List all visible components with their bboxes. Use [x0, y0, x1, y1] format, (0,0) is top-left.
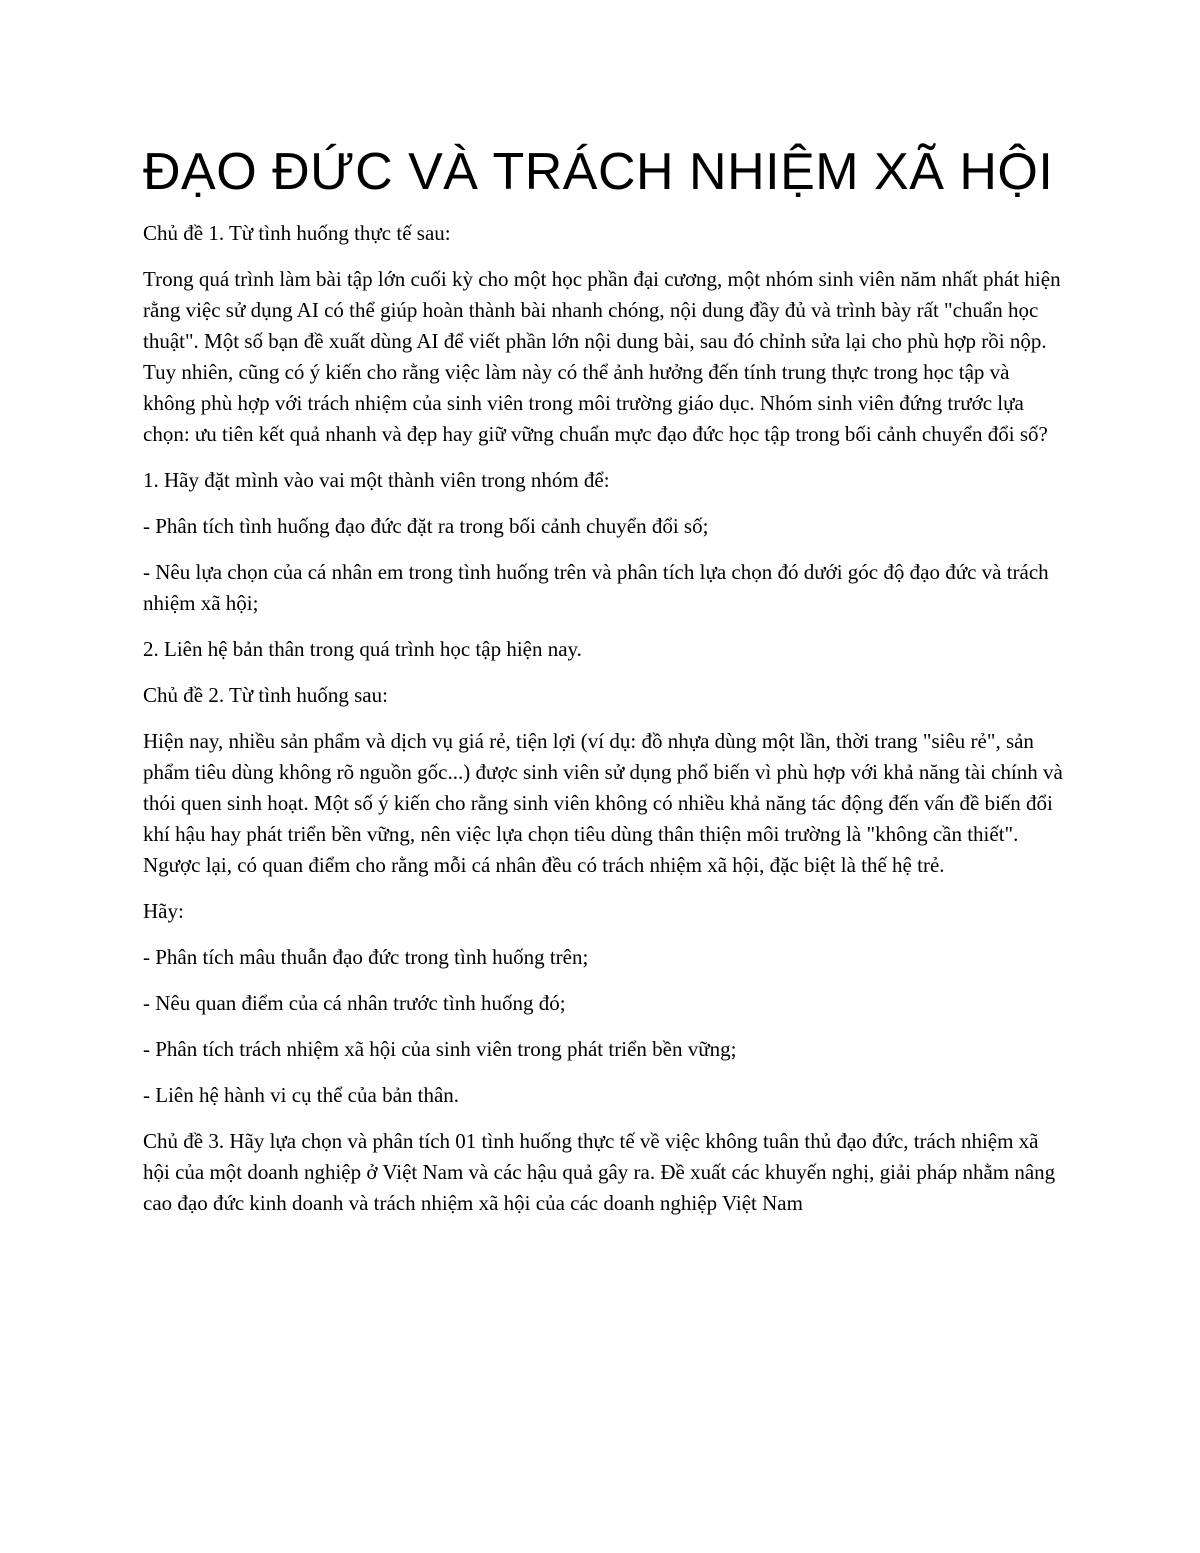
topic-3-text: Chủ đề 3. Hãy lựa chọn và phân tích 01 tình huống thực tế về việc không tuân thủ đạo đức, trách nhiệm xã hội của một doanh nghiệp ở Việt Nam và các hậu quả gây ra. Đề xuất các khuyến nghị, giải pháp nhằm nâng cao đạo đức kinh doanh và trách nhiệm xã hội của các doanh nghiệp Việt Nam	[143, 1129, 1056, 1215]
topic-1-question-1-intro: 1. Hãy đặt mình vào vai một thành viên trong nhóm để:	[143, 468, 610, 492]
topic-1-question-1-item-b: - Nêu lựa chọn của cá nhân em trong tình huống trên và phân tích lựa chọn đó dưới góc độ đạo đức và trách nhiệm xã hội;	[143, 560, 1049, 615]
topic-2-heading: Chủ đề 2. Từ tình huống sau:	[143, 683, 388, 707]
topic-3-section	[143, 1126, 1063, 1219]
topic-1-section	[143, 218, 1063, 665]
topic-2-scenario: Hiện nay, nhiều sản phẩm và dịch vụ giá rẻ, tiện lợi (ví dụ: đồ nhựa dùng một lần, thời trang "siêu rẻ", sản phẩm tiêu dùng không rõ nguồn gốc...) được sinh viên sử dụng phổ biến vì phù hợp với khả năng tài chính và thói quen sinh hoạt. Một số ý kiến cho rằng sinh viên không có nhiều khả năng tác động đến vấn đề biến đổi khí hậu hay phát triển bền vững, nên việc lựa chọn tiêu dùng thân thiện môi trường là "không cần thiết". Ngược lại, có quan điểm cho rằng mỗi cá nhân đều có trách nhiệm xã hội, đặc biệt là thế hệ trẻ.	[143, 729, 1063, 877]
topic-2-task-b: - Nêu quan điểm của cá nhân trước tình huống đó;	[143, 991, 566, 1015]
document-title: ĐẠO ĐỨC VÀ TRÁCH NHIỆM XÃ HỘI	[143, 143, 1054, 201]
topic-1-question-2: 2. Liên hệ bản thân trong quá trình học tập hiện nay.	[143, 637, 582, 661]
topic-1-heading: Chủ đề 1. Từ tình huống thực tế sau:	[143, 221, 451, 245]
topic-1-scenario: Trong quá trình làm bài tập lớn cuối kỳ cho một học phần đại cương, một nhóm sinh viên năm nhất phát hiện rằng việc sử dụng AI có thể giúp hoàn thành bài nhanh chóng, nội dung đầy đủ và trình bày rất "chuẩn học thuật". Một số bạn đề xuất dùng AI để viết phần lớn nội dung bài, sau đó chỉnh sửa lại cho phù hợp rồi nộp. Tuy nhiên, cũng có ý kiến cho rằng việc làm này có thể ảnh hưởng đến tính trung thực trong học tập và không phù hợp với trách nhiệm của sinh viên trong môi trường giáo dục. Nhóm sinh viên đứng trước lựa chọn: ưu tiên kết quả nhanh và đẹp hay giữ vững chuẩn mực đạo đức học tập trong bối cảnh chuyển đổi số?	[143, 267, 1061, 446]
topic-2-task-c: - Phân tích trách nhiệm xã hội của sinh viên trong phát triển bền vững;	[143, 1037, 737, 1061]
document-body	[143, 140, 1063, 1234]
topic-2-task-intro: Hãy:	[143, 899, 184, 923]
topic-2-section	[143, 680, 1063, 1111]
topic-2-task-d: - Liên hệ hành vi cụ thể của bản thân.	[143, 1083, 460, 1107]
topic-2-task-a: - Phân tích mâu thuẫn đạo đức trong tình huống trên;	[143, 945, 589, 969]
topic-1-question-1-item-a: - Phân tích tình huống đạo đức đặt ra trong bối cảnh chuyển đổi số;	[143, 514, 709, 538]
